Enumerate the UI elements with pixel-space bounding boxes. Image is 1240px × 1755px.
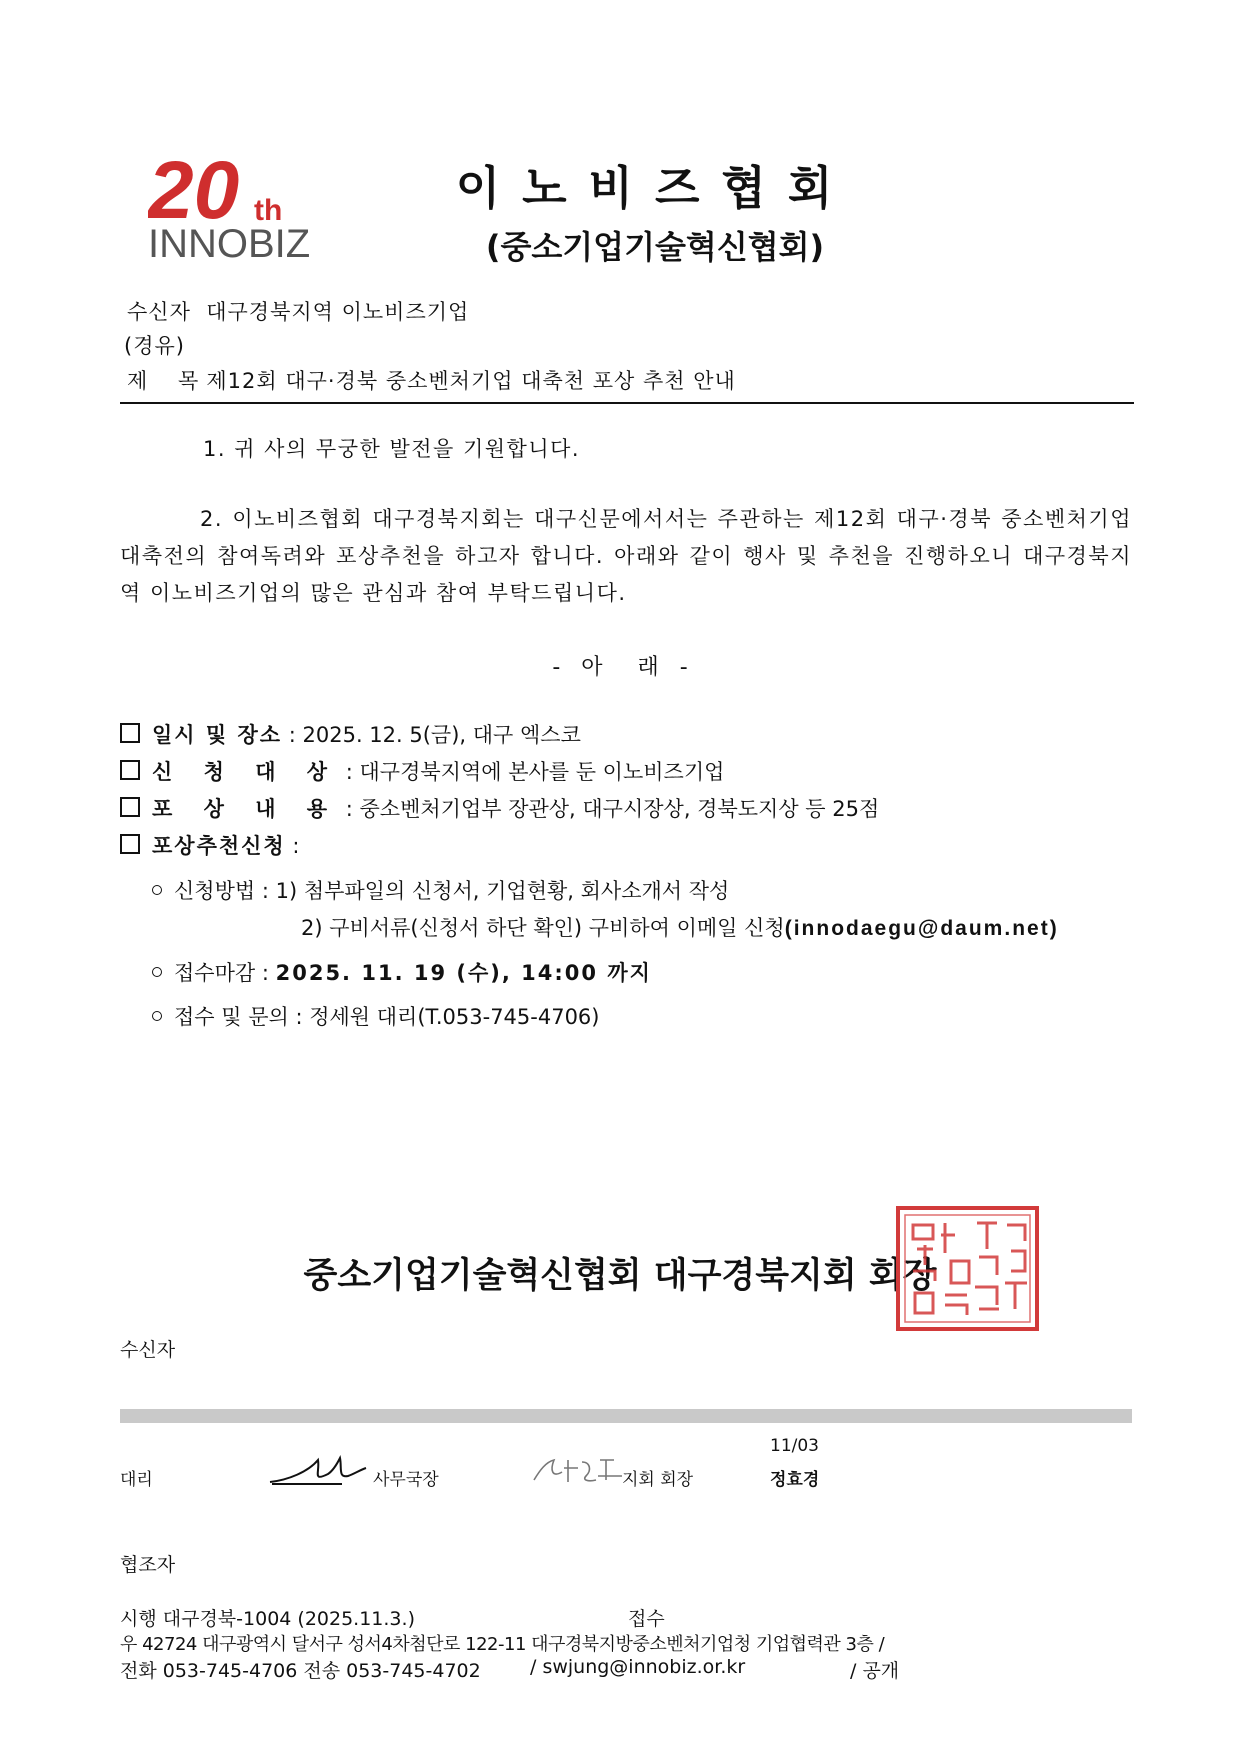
paragraph-2 — [120, 501, 1132, 612]
method-1: : 1) 첨부파일의 신청서, 기업현황, 회사소개서 작성 — [261, 879, 730, 903]
org-subtitle: (중소기업기술혁신협회) — [485, 228, 825, 266]
contact-row — [152, 1001, 600, 1031]
checkbox-icon — [120, 760, 140, 780]
item-label: 일시 및 장소 — [152, 723, 283, 747]
item-value: : — [292, 834, 300, 858]
bullet-icon — [152, 885, 162, 895]
below-title: - 아 래 - — [552, 655, 688, 680]
via-row: (경유) — [124, 334, 185, 358]
item-target — [120, 756, 724, 786]
paragraph-1: 1. 귀 사의 무궁한 발전을 기원합니다. — [203, 437, 581, 461]
logo-suffix: th — [254, 194, 283, 227]
paragraph-2-text: 2. 이노비즈협회 대구경북지회는 대구신문에서서는 주관하는 제12회 대구·경북 중소벤처기업 대축전의 참여독려와 포상추천을 하고자 합니다. 아래와 같이 행사 및 추천을 진행하오니 대구경북지역 이노비즈기업의 많은 관심과 참여 부탁드립니다. — [120, 507, 1132, 605]
approval-recipient-label: 수신자 — [120, 1339, 176, 1361]
approver-name: 정효경 — [770, 1470, 820, 1490]
email-line: / swjung@innobiz.or.kr — [530, 1656, 746, 1678]
item-award — [120, 793, 879, 823]
deadline-label: 접수마감 — [174, 961, 256, 985]
approval-date: 11/03 — [770, 1436, 819, 1456]
org-name: 이노비즈협회 — [455, 161, 855, 215]
role-secretary-general: 사무국장 — [373, 1470, 439, 1490]
role-assistant: 대리 — [120, 1470, 153, 1490]
bullet-icon — [152, 1011, 162, 1021]
recipient-label: 수신자 — [127, 300, 191, 324]
item-application — [120, 830, 299, 860]
subject-value: 제12회 대구·경북 중소벤처기업 대축천 포상 추천 안내 — [206, 369, 736, 393]
checkbox-icon — [120, 797, 140, 817]
logo-number: 20 — [148, 150, 240, 230]
enforcement-info: 시행 대구경북-1004 (2025.11.3.) — [120, 1608, 415, 1630]
header-divider — [120, 402, 1134, 404]
item-label: 포 상 내 용 — [152, 797, 340, 821]
item-value: : 중소벤처기업부 장관상, 대구시장상, 경북도지상 등 25점 — [345, 797, 880, 821]
method-label: 신청방법 — [174, 879, 256, 903]
subject-label: 제 목 — [127, 369, 200, 393]
logo-brand: INNOBIZ — [148, 222, 311, 266]
bullet-icon — [152, 967, 162, 977]
method-2-text: 2) 구비서류(신청서 하단 확인) 구비하여 이메일 신청 — [301, 916, 785, 940]
item-date-place — [120, 719, 581, 749]
sender-name: 중소기업기술혁신협회 대구경북지회 회장 — [303, 1256, 937, 1296]
address-line: 우 42724 대구광역시 달서구 성서4차첨단로 122-11 대구경북지방중소벤처기업청 기업협력관 3층 / — [120, 1634, 885, 1655]
approval-divider — [120, 1409, 1132, 1423]
item-value: : 2025. 12. 5(금), 대구 엑스코 — [288, 723, 581, 747]
method-2-row — [301, 912, 1059, 942]
method-2-email: (innodaegu@daum.net) — [784, 917, 1059, 940]
checkbox-icon — [120, 834, 140, 854]
receipt-label: 접수 — [628, 1608, 665, 1630]
contact-value: : 정세원 대리(T.053-745-4706) — [295, 1005, 600, 1029]
deadline-row — [152, 957, 652, 987]
disclosure-status: / 공개 — [850, 1660, 900, 1682]
phone-fax-line: 전화 053-745-4706 전송 053-745-4702 — [120, 1660, 481, 1682]
deadline-value: 2025. 11. 19 (수), 14:00 까지 — [275, 961, 652, 985]
item-label: 신 청 대 상 — [152, 760, 340, 784]
recipient-value: 대구경북지역 이노비즈기업 — [206, 300, 470, 324]
contact-label: 접수 및 문의 — [174, 1005, 289, 1029]
cooperator-label: 협조자 — [120, 1554, 176, 1576]
signature-1 — [268, 1452, 368, 1488]
subject-row — [127, 365, 736, 395]
deadline-colon: : — [261, 961, 269, 985]
method-row — [152, 875, 729, 905]
role-branch-president: 지회 회장 — [622, 1470, 694, 1490]
item-label: 포상추천신청 — [152, 834, 286, 858]
item-value: : 대구경북지역에 본사를 둔 이노비즈기업 — [345, 760, 725, 784]
signature-2 — [530, 1452, 625, 1486]
recipient-row — [127, 296, 469, 326]
checkbox-icon — [120, 723, 140, 743]
official-seal — [895, 1205, 1040, 1332]
